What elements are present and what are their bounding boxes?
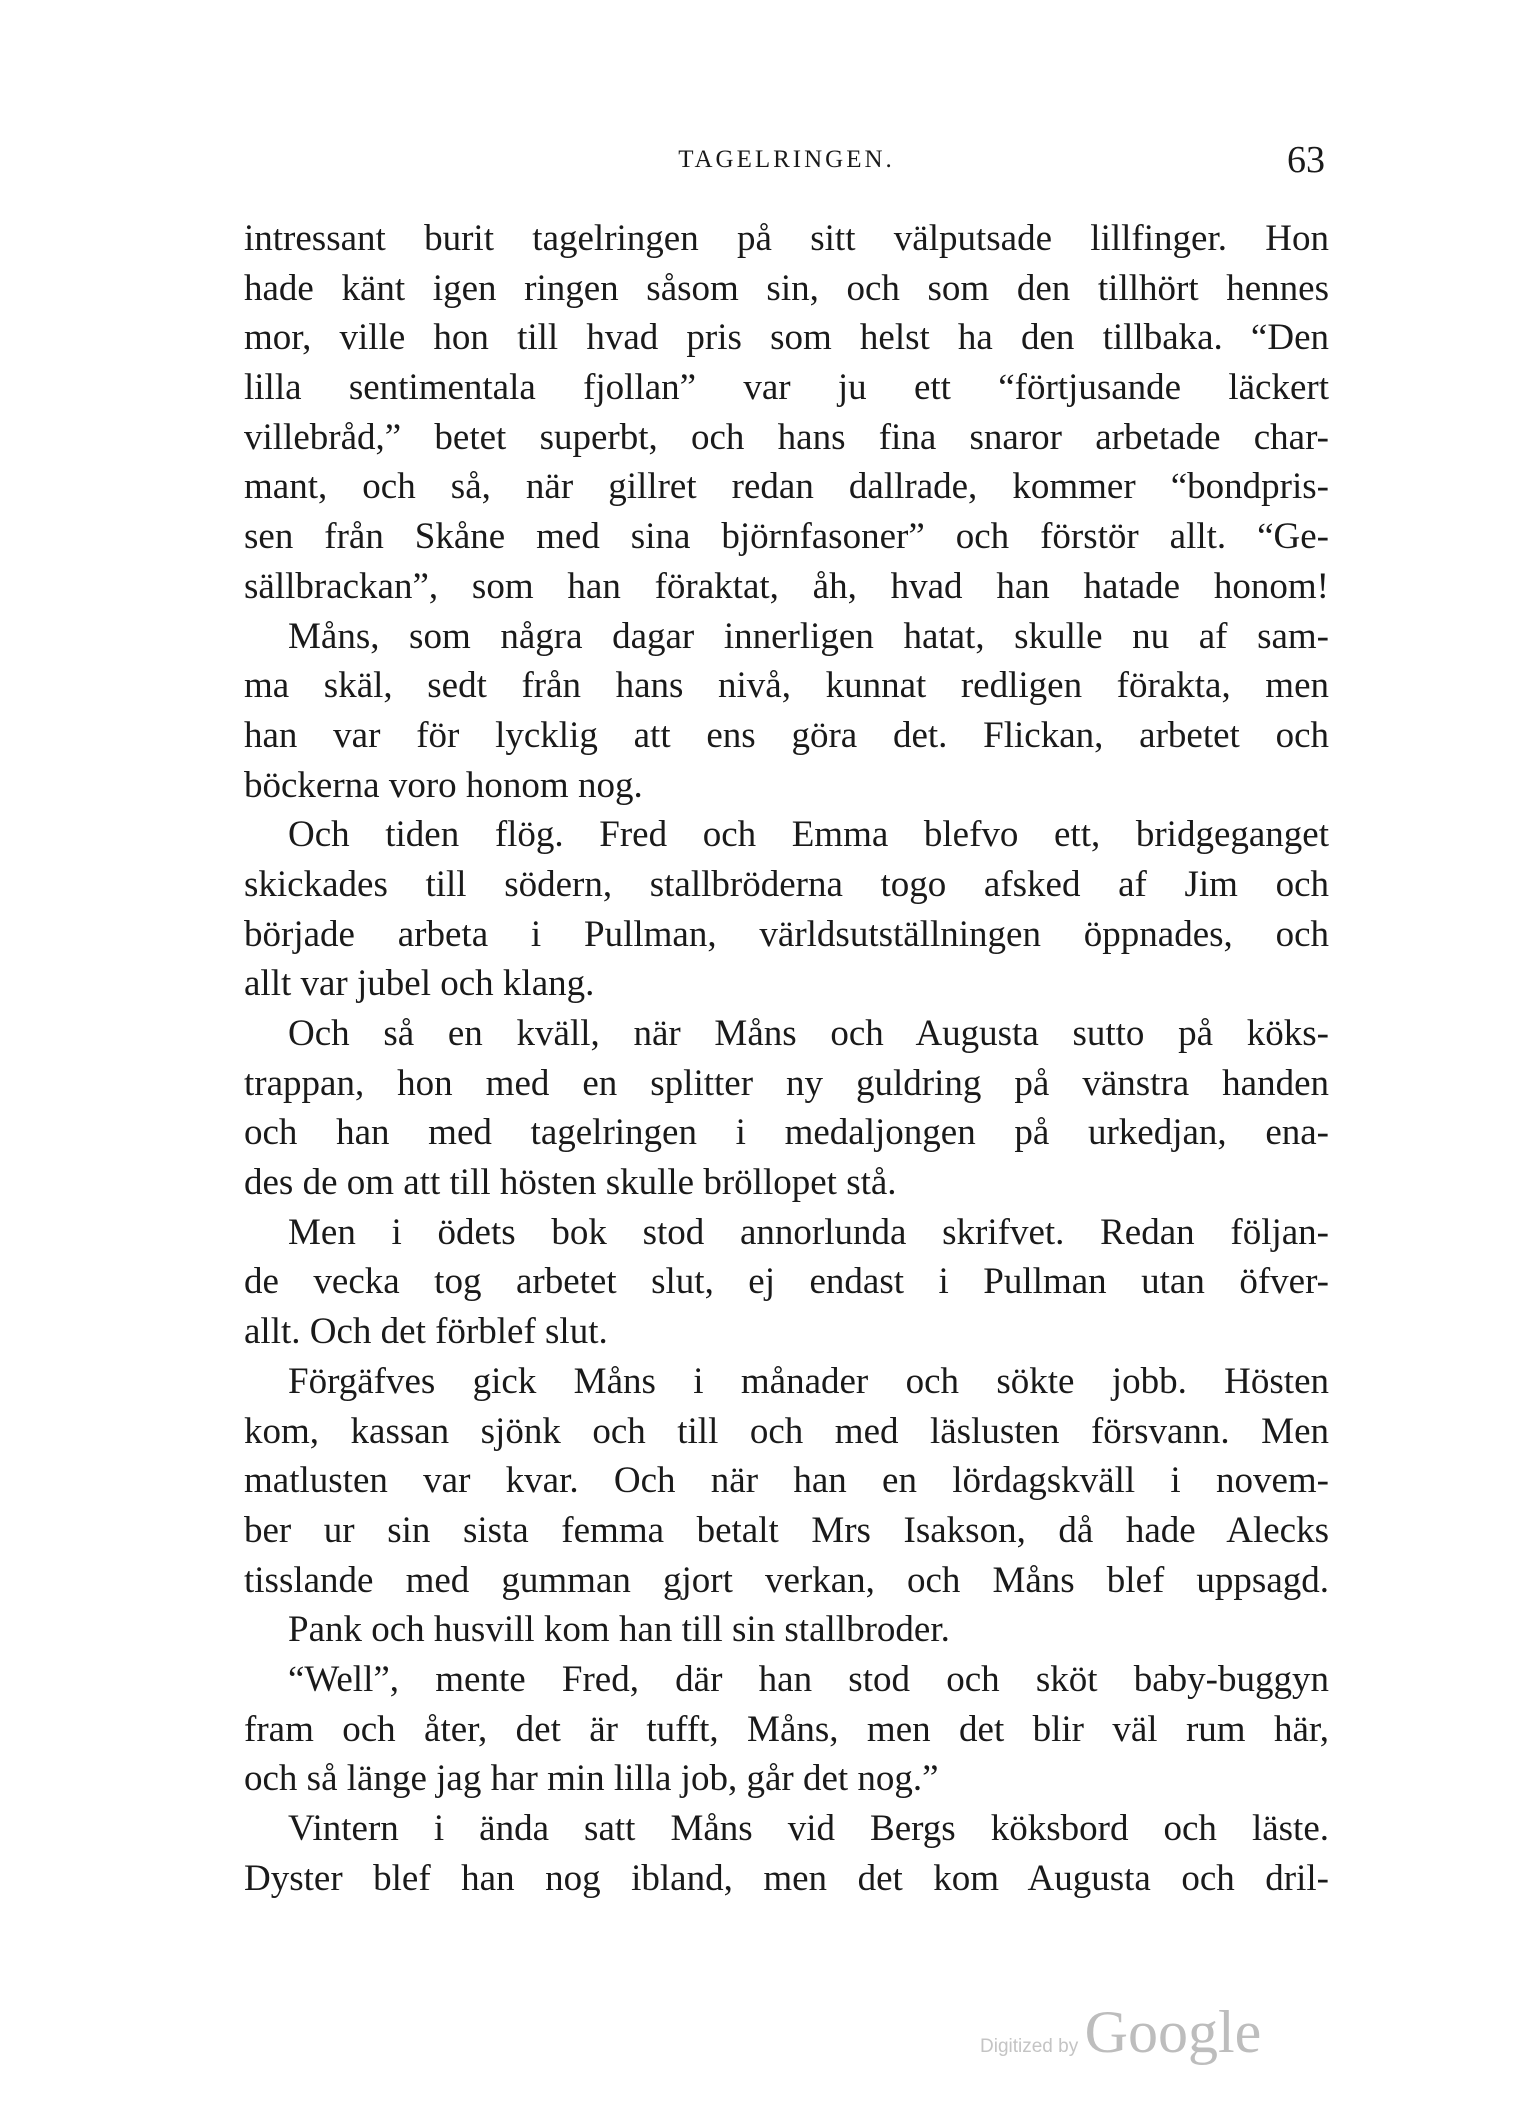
text-line: böckerna voro honom nog. <box>244 764 643 806</box>
text-line: skickades till södern, stallbröderna togo afsked af Jim och <box>244 863 1329 905</box>
digitized-watermark <box>980 1998 1261 2067</box>
text-line: fram och åter, det är tufft, Måns, men det blir väl rum här, <box>244 1708 1329 1750</box>
text-line: trappan, hon med en splitter ny guldring på vänstra handen <box>244 1062 1329 1104</box>
text-line: Pank och husvill kom han till sin stallbroder. <box>288 1609 950 1651</box>
text-line: ma skäl, sedt från hans nivå, kunnat redligen förakta, men <box>244 665 1329 707</box>
text-line: “Well”, mente Fred, där han stod och sköt baby-buggyn <box>288 1658 1329 1700</box>
text-line: Men i ödets bok stod annorlunda skrifvet. Redan följan- <box>288 1211 1329 1253</box>
running-title: TAGELRINGEN. <box>678 146 895 173</box>
text-line: Och så en kväll, när Måns och Augusta sutto på köks- <box>288 1013 1329 1054</box>
text-line: de vecka tog arbetet slut, ej endast i Pullman utan öfver- <box>244 1261 1329 1303</box>
text-line: Förgäfves gick Måns i månader och sökte jobb. Hösten <box>288 1360 1329 1402</box>
text-line: och han med tagelringen i medaljongen på urkedjan, ena- <box>244 1112 1329 1154</box>
text-line: tisslande med gumman gjort verkan, och Måns blef uppsagd. <box>244 1559 1329 1601</box>
text-line: intressant burit tagelringen på sitt välputsade lillfinger. Hon <box>244 218 1329 259</box>
text-line: villebråd,” betet superbt, och hans fina snaror arbetade char- <box>244 416 1329 458</box>
text-line: Och tiden flög. Fred och Emma blefvo ett, bridgeganget <box>288 814 1329 856</box>
text-line: hade känt igen ringen såsom sin, och som den tillhört hennes <box>244 267 1329 309</box>
text-line: Dyster blef han nog ibland, men det kom Augusta och dril- <box>244 1857 1329 1899</box>
text-line: allt. Och det förblef slut. <box>244 1311 608 1353</box>
text-line: mor, ville hon till hvad pris som helst ha den tillbaka. “Den <box>244 317 1329 359</box>
text-line: mant, och så, när gillret redan dallrade, kommer “bondpris- <box>244 466 1329 508</box>
text-line: kom, kassan sjönk och till och med läslusten försvann. Men <box>244 1410 1329 1452</box>
text-line: matlusten var kvar. Och när han en lördagskväll i novem- <box>244 1460 1329 1502</box>
watermark-prefix: Digitized by <box>980 2036 1079 2057</box>
text-line: han var för lycklig att ens göra det. Flickan, arbetet och <box>244 714 1329 756</box>
page-number: 63 <box>1287 139 1325 181</box>
text-line: sen från Skåne med sina björnfasoner” och förstör allt. “Ge- <box>244 516 1329 558</box>
text-line: lilla sentimentala fjollan” var ju ett “förtjusande läckert <box>244 367 1329 409</box>
text-line: började arbeta i Pullman, världsutställningen öppnades, och <box>244 913 1329 955</box>
text-line: allt var jubel och klang. <box>244 963 595 1005</box>
google-logo: Google <box>1084 1999 1262 2065</box>
text-line: Vintern i ända satt Måns vid Bergs köksbord och läste. <box>288 1808 1329 1849</box>
text-line: och så länge jag har min lilla job, går det nog.” <box>244 1758 939 1800</box>
running-head <box>244 138 1329 188</box>
text-line: Måns, som några dagar innerligen hatat, skulle nu af sam- <box>288 615 1329 657</box>
text-line: sällbrackan”, som han föraktat, åh, hvad han hatade honom! <box>244 565 1329 607</box>
text-line: ber ur sin sista femma betalt Mrs Isakson, då hade Alecks <box>244 1509 1329 1551</box>
body-text <box>244 214 1329 1903</box>
text-line: des de om att till hösten skulle bröllopet stå. <box>244 1162 897 1204</box>
